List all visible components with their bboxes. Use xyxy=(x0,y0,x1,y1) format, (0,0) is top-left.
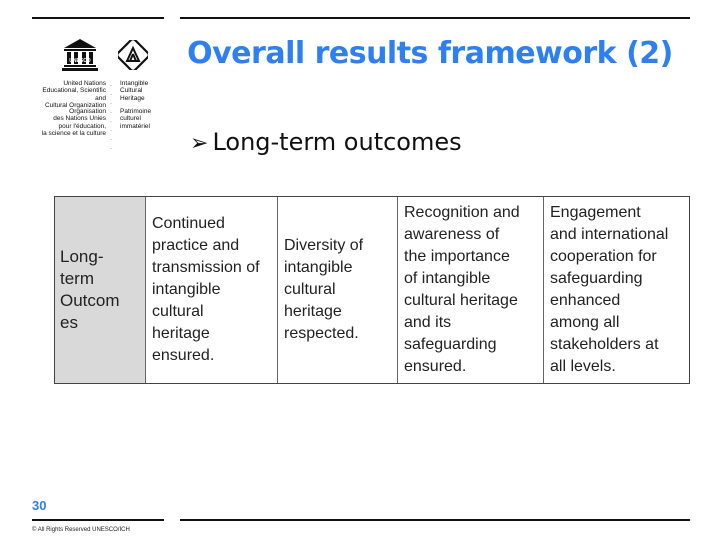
outcome-cell-4 xyxy=(543,197,691,383)
ich-emblem-icon xyxy=(118,40,148,70)
unesco-ich-logo xyxy=(30,30,170,152)
unesco-mark-text: UNESCO xyxy=(69,58,91,64)
bottom-rule-right xyxy=(180,519,690,521)
top-rule-right xyxy=(180,17,690,19)
arrow-bullet-icon: ➢ xyxy=(190,131,209,156)
outcome-cell-3 xyxy=(397,197,543,383)
unesco-name-en: United Nations Educational, Scientific and Cultural Organization xyxy=(42,80,106,110)
subheading-text: Long-term outcomes xyxy=(212,128,462,156)
unesco-temple-icon xyxy=(62,38,98,72)
outcome-text: Engagement and international cooperation for safeguarding enhanced among all stakeholders at all levels. xyxy=(550,204,669,375)
outcome-text: Diversity of intangible cultural heritage respected. xyxy=(284,237,364,342)
ich-name-fr: Patrimoine culturel immatériel xyxy=(120,108,152,130)
subheading xyxy=(190,128,462,156)
bottom-rule-left xyxy=(32,519,164,521)
slide-title: Overall results framework (2) xyxy=(187,36,673,71)
top-rule-left xyxy=(32,17,164,19)
unesco-name-fr: Organisation des Nations Unies pour l'éducation, la science et la culture xyxy=(41,108,106,138)
row-header-label: Long- term Outcom es xyxy=(60,247,120,332)
ich-name-en: Intangible Cultural Heritage xyxy=(120,80,149,102)
copyright-notice: © All Rights Reserved UNESCO/ICH xyxy=(32,527,130,533)
outcome-text: Recognition and awareness of the importance of intangible cultural heritage and its safeguarding ensured. xyxy=(404,204,520,375)
outcome-text: Continued practice and transmission of intangible cultural heritage ensured. xyxy=(152,215,260,364)
outcome-cell-1 xyxy=(145,197,277,383)
row-header-cell xyxy=(55,197,145,383)
outcomes-table xyxy=(54,196,690,384)
outcome-cell-2 xyxy=(277,197,397,383)
page-number: 30 xyxy=(32,498,47,513)
logo-divider-dots: · · · · · · · · xyxy=(110,83,112,152)
